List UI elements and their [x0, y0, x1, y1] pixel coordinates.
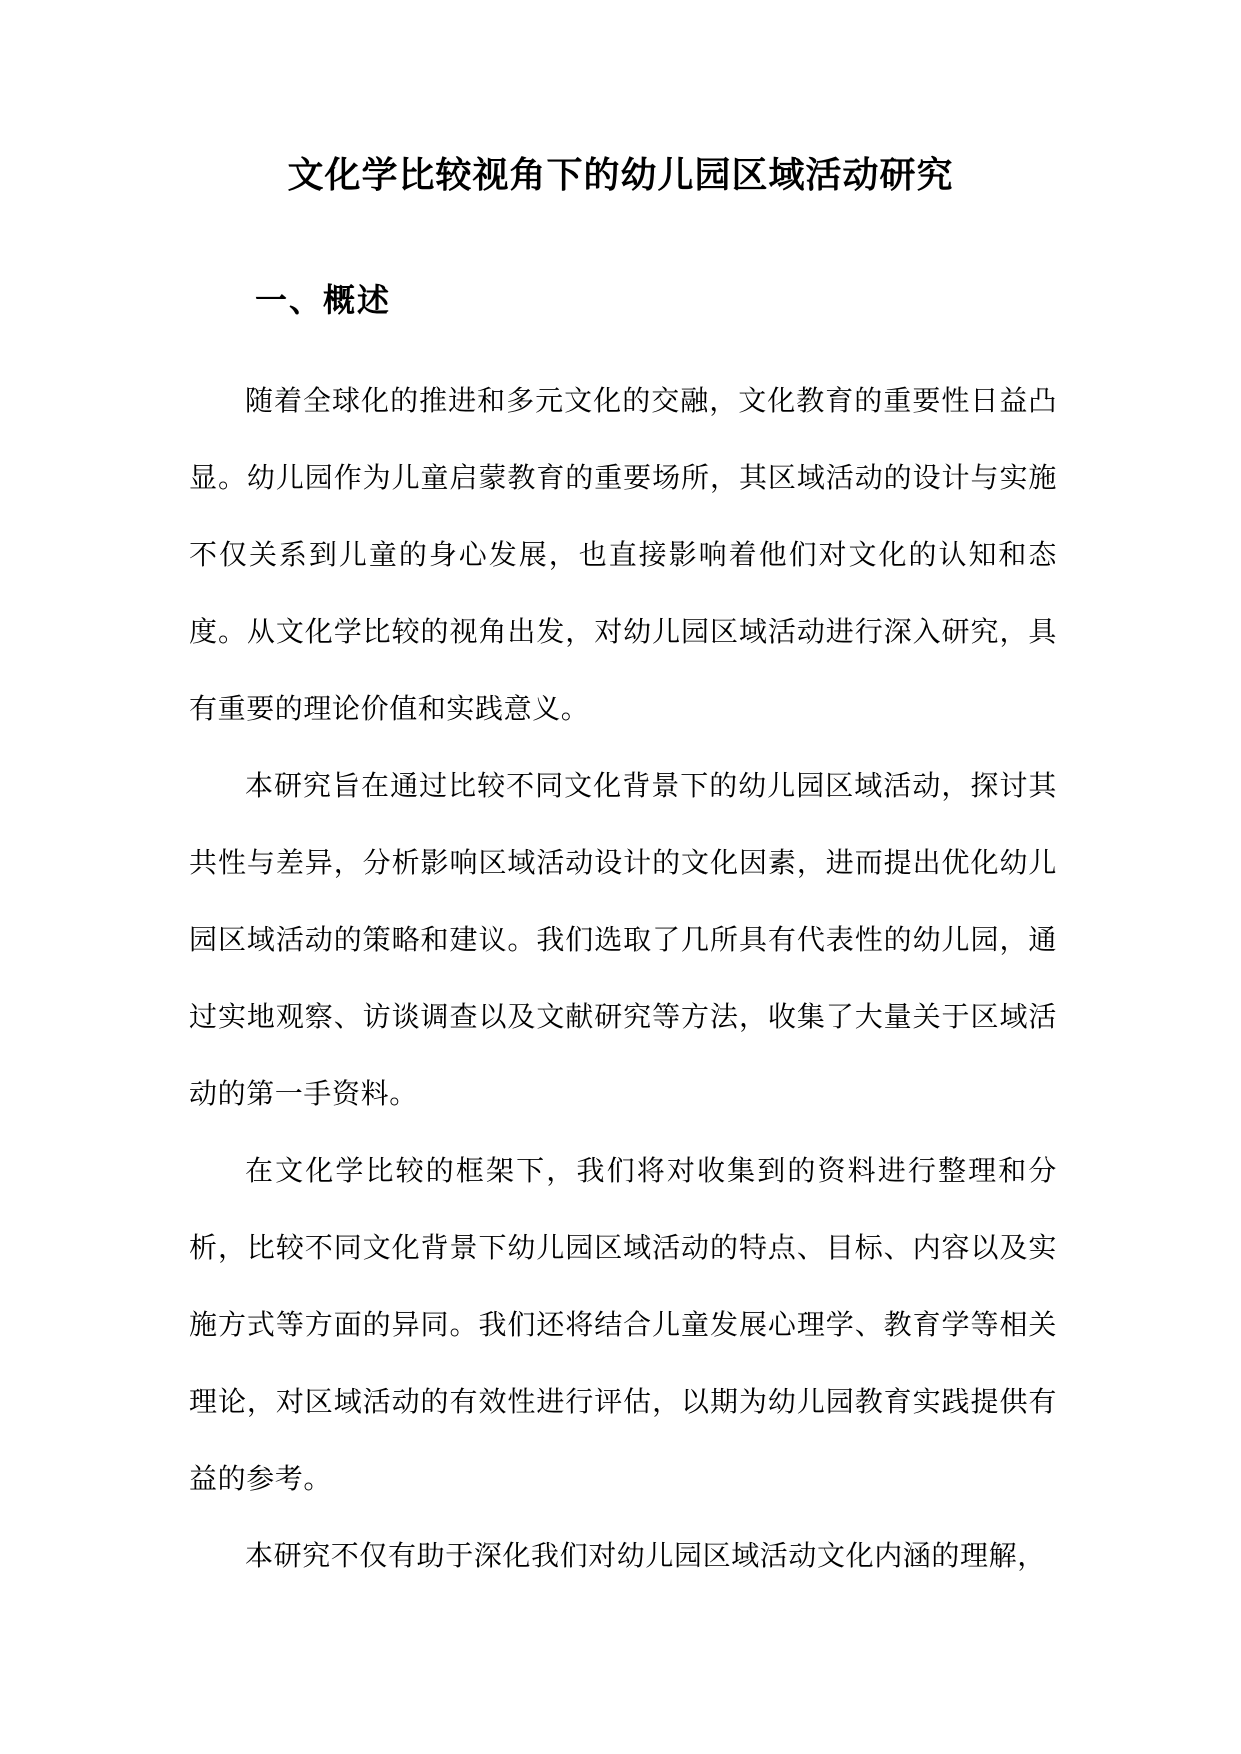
paragraph-1: 随着全球化的推进和多元文化的交融，文化教育的重要性日益凸显。幼儿园作为儿童启蒙教育的重要场所，其区域活动的设计与实施不仅关系到儿童的身心发展，也直接影响着他们对文化的认知和态度。从文化学比较的视角出发，对幼儿园区域活动进行深入研究，具有重要的理论价值和实践意义。	[189, 384, 1057, 725]
section-heading: 一、概述	[255, 281, 392, 319]
document-title: 文化学比较视角下的幼儿园区域活动研究	[287, 154, 954, 196]
paragraph-2: 本研究旨在通过比较不同文化背景下的幼儿园区域活动，探讨其共性与差异，分析影响区域活动设计的文化因素，进而提出优化幼儿园区域活动的策略和建议。我们选取了几所具有代表性的幼儿园，通过实地观察、访谈调查以及文献研究等方法，收集了大量关于区域活动的第一手资料。	[189, 769, 1057, 1110]
paragraph-3: 在文化学比较的框架下，我们将对收集到的资料进行整理和分析，比较不同文化背景下幼儿园区域活动的特点、目标、内容以及实施方式等方面的异同。我们还将结合儿童发展心理学、教育学等相关理论，对区域活动的有效性进行评估，以期为幼儿园教育实践提供有益的参考。	[189, 1154, 1057, 1495]
body-text	[189, 362, 1057, 1594]
paragraph-4: 本研究不仅有助于深化我们对幼儿园区域活动文化内涵的理解，	[245, 1539, 1046, 1572]
